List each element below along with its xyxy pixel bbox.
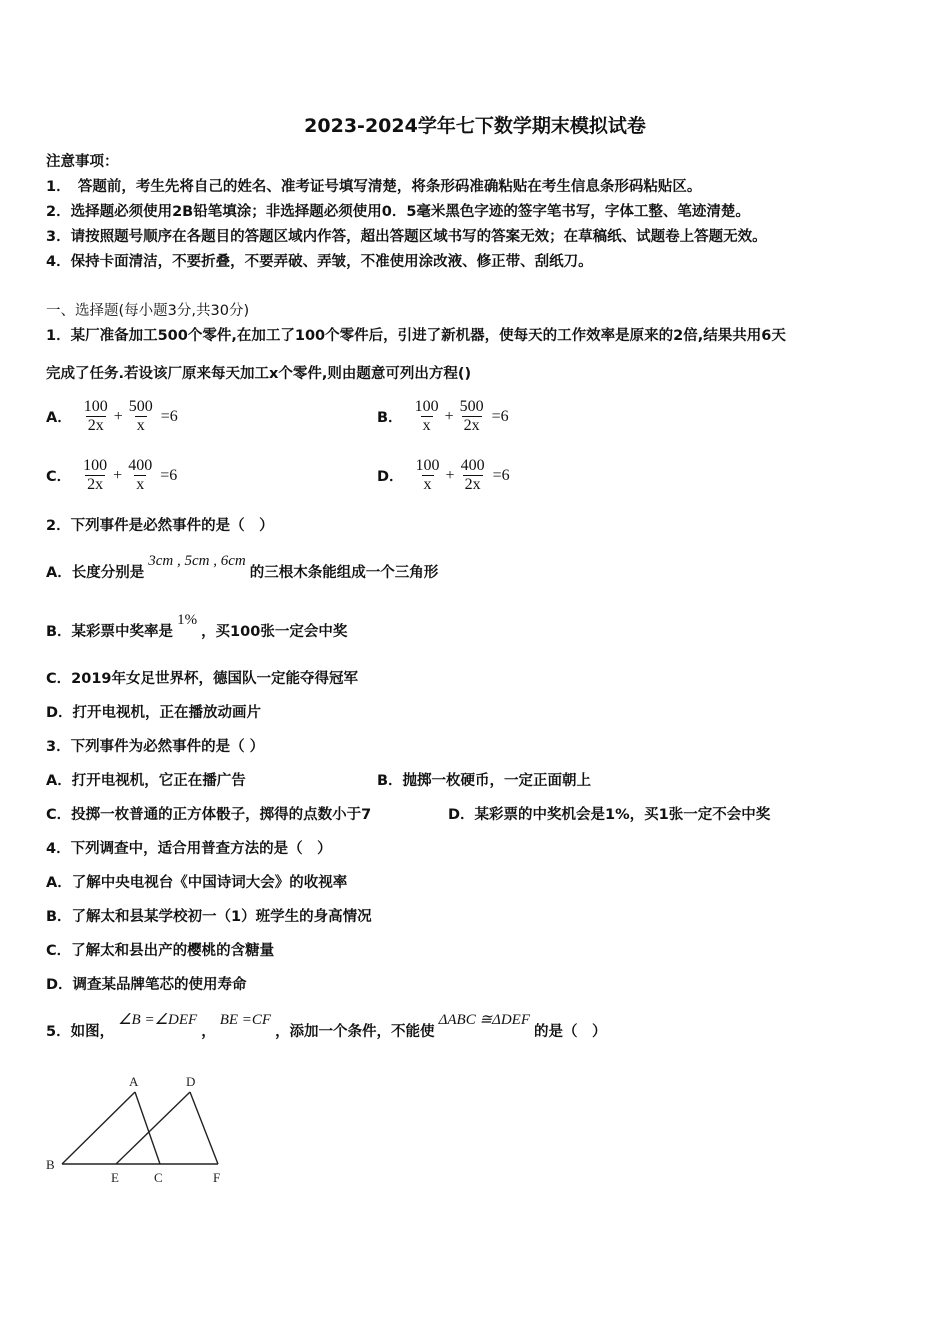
segment-ba bbox=[62, 1092, 135, 1164]
label-b: B bbox=[46, 1157, 55, 1172]
equals-rhs: =6 bbox=[492, 466, 510, 484]
segment-ed bbox=[116, 1092, 190, 1164]
q5-stem bbox=[46, 1012, 607, 1042]
option-text: B．某彩票中奖率是 bbox=[46, 624, 174, 640]
page-title: 2023-2024学年七下数学期末模拟试卷 bbox=[304, 115, 646, 137]
denominator: 2x bbox=[87, 417, 104, 434]
option-label: C． bbox=[46, 469, 72, 485]
q3-option-a[interactable]: A．打开电视机，它正在播广告 bbox=[46, 773, 246, 789]
q3-option-b[interactable]: B．抛掷一枚硬币，一定正面朝上 bbox=[377, 773, 592, 789]
option-label: D． bbox=[377, 469, 404, 485]
q5-text: 5．如图， bbox=[46, 1024, 115, 1040]
plus-sign: + bbox=[113, 466, 123, 484]
label-d: D bbox=[186, 1074, 196, 1089]
plus-sign: + bbox=[444, 407, 454, 425]
segment-ac bbox=[135, 1092, 160, 1164]
q2-option-b[interactable] bbox=[46, 612, 348, 642]
math-expression: ∠B =∠DEF bbox=[118, 1012, 198, 1028]
fraction bbox=[82, 398, 110, 435]
equals-rhs: =6 bbox=[160, 407, 178, 425]
fraction bbox=[81, 457, 109, 494]
denominator: 2x bbox=[463, 417, 480, 434]
label-f: F bbox=[213, 1170, 221, 1185]
q1-stem-line1: 1．某厂准备加工500个零件,在加工了100个零件后，引进了新机器，使每天的工作效率是原来的2倍,结果共用6天 bbox=[46, 328, 786, 344]
notice-item-4: 4．保持卡面清洁，不要折叠，不要弄破、弄皱，不准使用涂改液、修正带、刮纸刀。 bbox=[46, 254, 593, 270]
notice-item-3: 3．请按照题号顺序在各题目的答题区域内作答，超出答题区域书写的答案无效；在草稿纸、试题卷上答题无效。 bbox=[46, 229, 767, 245]
math-expression: ΔABC ≅ΔDEF bbox=[438, 1012, 530, 1028]
q2-option-c[interactable]: C．2019年女足世界杯，德国队一定能夺得冠军 bbox=[46, 671, 358, 687]
numerator: 100 bbox=[414, 398, 439, 415]
notice-item-2: 2．选择题必须使用2B铅笔填涂；非选择题必须使用0．5毫米黑色字迹的签字笔书写，字体工整、笔迹清楚。 bbox=[46, 204, 750, 220]
plus-sign: + bbox=[113, 407, 123, 425]
q1-option-d[interactable] bbox=[377, 457, 510, 494]
notice-heading: 注意事项： bbox=[46, 154, 119, 170]
option-label: A． bbox=[46, 410, 72, 426]
q4-option-b[interactable]: B．了解太和县某学校初一（1）班学生的身高情况 bbox=[46, 909, 372, 925]
fraction bbox=[414, 457, 442, 494]
math-expression: BE =CF bbox=[219, 1012, 272, 1028]
q1-option-b[interactable] bbox=[377, 398, 509, 435]
fraction bbox=[459, 457, 487, 494]
fraction bbox=[458, 398, 486, 435]
option-label: B． bbox=[377, 410, 403, 426]
numerator: 500 bbox=[128, 398, 153, 415]
q2-option-d[interactable]: D．打开电视机，正在播放动画片 bbox=[46, 705, 262, 721]
q4-stem: 4．下列调查中，适合用普查方法的是（ ） bbox=[46, 841, 332, 857]
q2-stem: 2．下列事件是必然事件的是（ ） bbox=[46, 518, 274, 534]
label-c: C bbox=[154, 1170, 163, 1185]
q1-option-a[interactable] bbox=[46, 398, 178, 435]
q1-stem-line2: 完成了任务.若设该厂原来每天加工x个零件,则由题意可列出方程() bbox=[46, 366, 472, 382]
denominator: x bbox=[136, 476, 145, 493]
denominator: x bbox=[423, 476, 432, 493]
numerator: 500 bbox=[459, 398, 484, 415]
option-text: A．长度分别是 bbox=[46, 565, 145, 581]
q4-option-a[interactable]: A．了解中央电视台《中国诗词大会》的收视率 bbox=[46, 875, 348, 891]
section-heading: 一、选择题(每小题3分,共30分) bbox=[46, 303, 250, 319]
fraction bbox=[413, 398, 441, 435]
denominator: 2x bbox=[87, 476, 104, 493]
fraction bbox=[127, 398, 155, 435]
q4-option-c[interactable]: C．了解太和县出产的樱桃的含糖量 bbox=[46, 943, 275, 959]
q3-option-d[interactable]: D．某彩票的中奖机会是1%，买1张一定不会中奖 bbox=[448, 807, 771, 823]
numerator: 400 bbox=[460, 457, 485, 474]
q2-option-a[interactable] bbox=[46, 553, 439, 583]
numerator: 100 bbox=[83, 398, 108, 415]
triangle-figure bbox=[40, 1068, 240, 1190]
option-text: ，买100张一定会中奖 bbox=[201, 624, 348, 640]
q3-option-c[interactable]: C．投掷一枚普通的正方体骰子，掷得的点数小于7 bbox=[46, 807, 372, 823]
notice-item-1: 1． 答题前，考生先将自己的姓名、准考证号填写清楚，将条形码准确粘贴在考生信息条形码粘贴区。 bbox=[46, 179, 702, 195]
label-e: E bbox=[111, 1170, 119, 1185]
denominator: 2x bbox=[464, 476, 481, 493]
numerator: 100 bbox=[83, 457, 108, 474]
math-expression: 1% bbox=[177, 612, 198, 628]
plus-sign: + bbox=[445, 466, 455, 484]
q3-stem: 3．下列事件为必然事件的是（ ） bbox=[46, 739, 265, 755]
q5-text: 的是（ ） bbox=[533, 1024, 607, 1040]
fraction bbox=[126, 457, 154, 494]
numerator: 100 bbox=[415, 457, 440, 474]
denominator: x bbox=[422, 417, 431, 434]
equals-rhs: =6 bbox=[491, 407, 509, 425]
equals-rhs: =6 bbox=[160, 466, 178, 484]
segment-df bbox=[190, 1092, 218, 1164]
numerator: 400 bbox=[128, 457, 153, 474]
option-text: 的三根木条能组成一个三角形 bbox=[249, 565, 439, 581]
q5-text: ，添加一个条件，不能使 bbox=[275, 1024, 435, 1040]
denominator: x bbox=[136, 417, 145, 434]
q4-option-d[interactable]: D．调查某品牌笔芯的使用寿命 bbox=[46, 977, 247, 993]
q1-option-c[interactable] bbox=[46, 457, 177, 494]
label-a: A bbox=[129, 1074, 139, 1089]
math-expression: 3cm , 5cm , 6cm bbox=[148, 553, 246, 569]
q5-text: ， bbox=[201, 1024, 216, 1040]
